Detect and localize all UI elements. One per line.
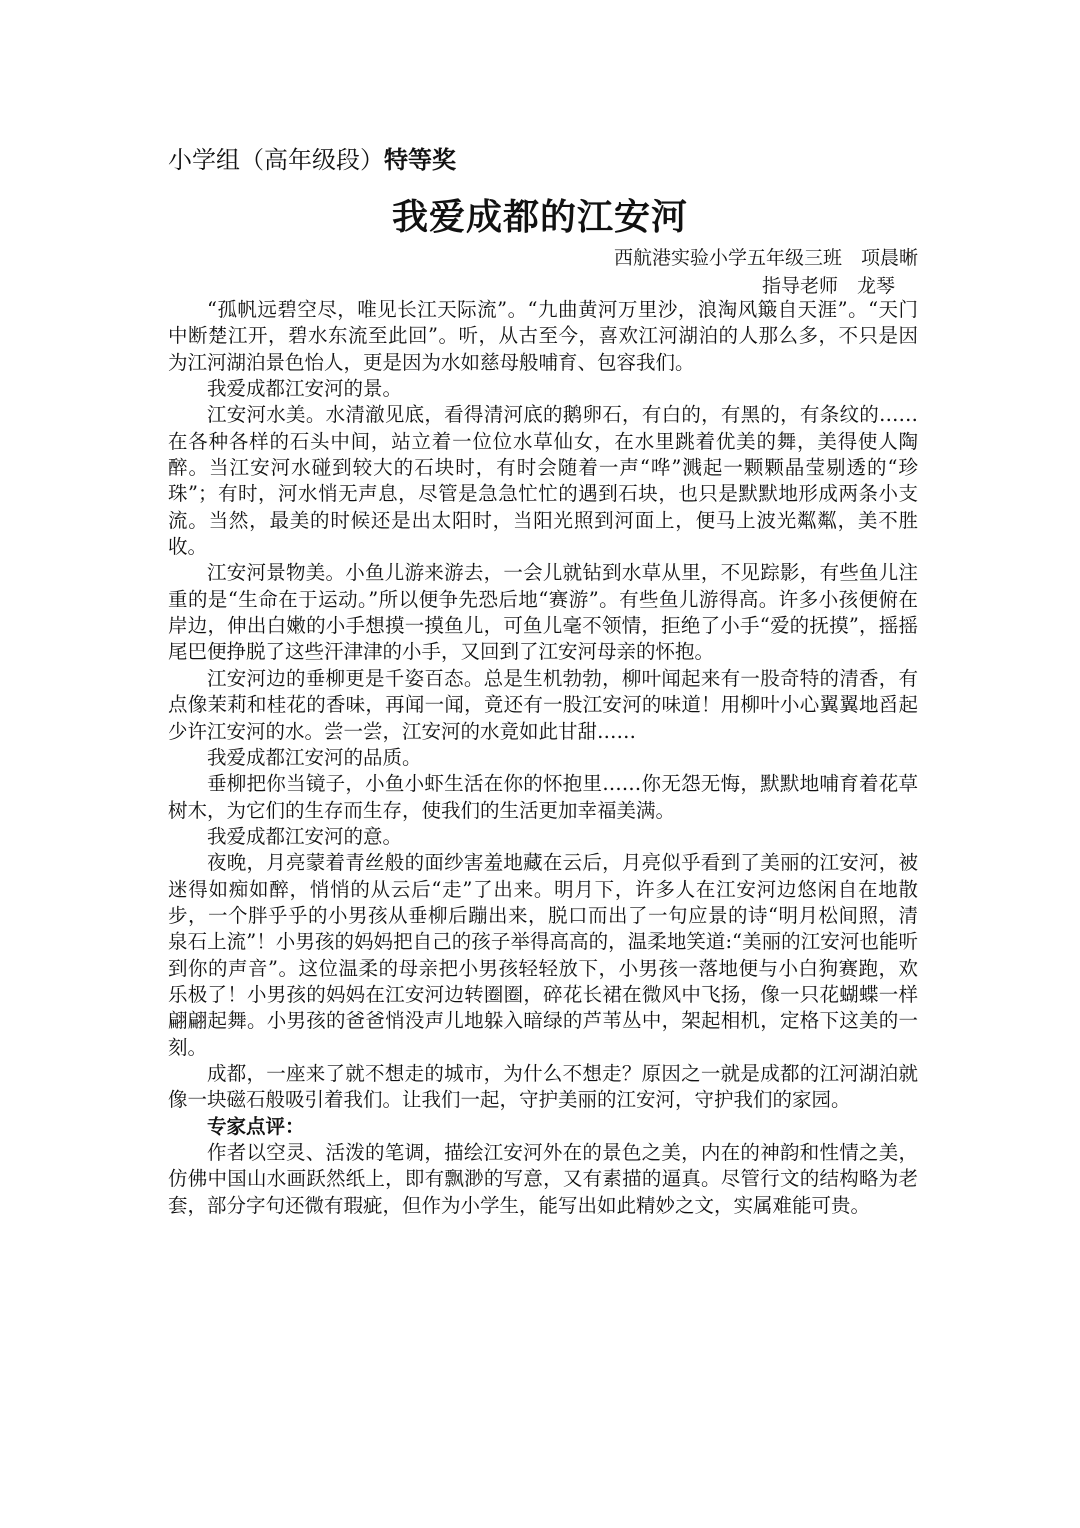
author-line: 西航港实验小学五年级三班 项晨晰	[613, 247, 918, 269]
essay-body	[168, 297, 918, 1219]
paragraph-8: 我爱成都江安河的意。	[207, 824, 403, 848]
paragraph-5: 江安河边的垂柳更是千姿百态。总是生机勃勃，柳叶闻起来有一股奇特的清香，有点像茉莉和桂花的香味，再闻一闻，竟还有一股江安河的味道！用柳叶小心翼翼地舀起少许江安河的水。尝一尝，江安河的水竟如此甘甜……	[168, 666, 918, 743]
category-label: 小学组（高年级段）	[168, 146, 384, 174]
award-label: 特等奖	[384, 146, 456, 174]
award-category	[168, 142, 456, 178]
paragraph-2: 我爱成都江安河的景。	[207, 377, 403, 401]
paragraph-1: “孤帆远碧空尽，唯见长江天际流”。“九曲黄河万里沙，浪淘风簸自天涯”。“天门中断楚江开，碧水东流至此回”。听，从古至今，喜欢江河湖泊的人那么多，不只是因为江河湖泊景色怡人，更是因为水如慈母般哺育、包容我们。	[168, 298, 918, 374]
paragraph-4: 江安河景物美。小鱼儿游来游去，一会儿就钻到水草从里，不见踪影，有些鱼儿注重的是“生命在于运动。”所以便争先恐后地“赛游”。有些鱼儿游得高。许多小孩便俯在岸边，伸出白嫩的小手想摸一摸鱼儿，可鱼儿毫不领情，拒绝了小手“爱的抚摸”，摇摇尾巴便挣脱了这些汗津津的小手，又回到了江安河母亲的怀抱。	[168, 561, 918, 664]
paragraph-6: 我爱成都江安河的品质。	[207, 745, 422, 769]
essay-title: 我爱成都的江安河	[391, 197, 688, 238]
paragraph-10: 成都，一座来了就不想走的城市，为什么不想走？原因之一就是成都的江河湖泊就像一块磁石般吸引着我们。让我们一起，守护美丽的江安河，守护我们的家园。	[168, 1061, 918, 1112]
review-heading: 专家点评：	[207, 1114, 305, 1138]
paragraph-9: 夜晚，月亮蒙着青丝般的面纱害羞地藏在云后，月亮似乎看到了美丽的江安河，被迷得如痴如醉，悄悄的从云后“走”了出来。明月下，许多人在江安河边悠闲自在地散步，一个胖乎乎的小男孩从垂柳后蹦出来，脱口而出了一句应景的诗“明月松间照，清泉石上流”！小男孩的妈妈把自己的孩子举得高高的，温柔地笑道:“美丽的江安河也能听到你的声音”。这位温柔的母亲把小男孩轻轻放下，小男孩一落地便与小白狗赛跑，欢乐极了！小男孩的妈妈在江安河边转圈圈，碎花长裙在微风中飞扬，像一只花蝴蝶一样翩翩起舞。小男孩的爸爸悄没声儿地躲入暗绿的芦苇丛中，架起相机，定格下这美的一刻。	[168, 851, 918, 1059]
paragraph-3: 江安河水美。水清澈见底，看得清河底的鹅卵石，有白的，有黑的，有条纹的……在各种各样的石头中间，站立着一位位水草仙女，在水里跳着优美的舞，美得使人陶醉。当江安河水碰到较大的石块时，有时会随着一声“哗”溅起一颗颗晶莹剔透的“珍珠”；有时，河水悄无声息，尽管是急急忙忙的遇到石块，也只是默默地形成两条小支流。当然，最美的时候还是出太阳时，当阳光照到河面上，便马上波光粼粼，美不胜收。	[168, 403, 918, 559]
paragraph-7: 垂柳把你当镜子，小鱼小虾生活在你的怀抱里……你无怨无悔，默默地哺育着花草树木，为它们的生存而生存，使我们的生活更加幸福美满。	[168, 772, 918, 822]
teacher-line: 指导老师 龙琴	[761, 275, 895, 297]
review-text: 作者以空灵、活泼的笔调，描绘江安河外在的景色之美，内在的神韵和性情之美，仿佛中国山水画跃然纸上，即有飘渺的写意，又有素描的逼真。尽管行文的结构略为老套，部分字句还微有瑕疵，但作为小学生，能写出如此精妙之文，实属难能可贵。	[168, 1141, 918, 1217]
